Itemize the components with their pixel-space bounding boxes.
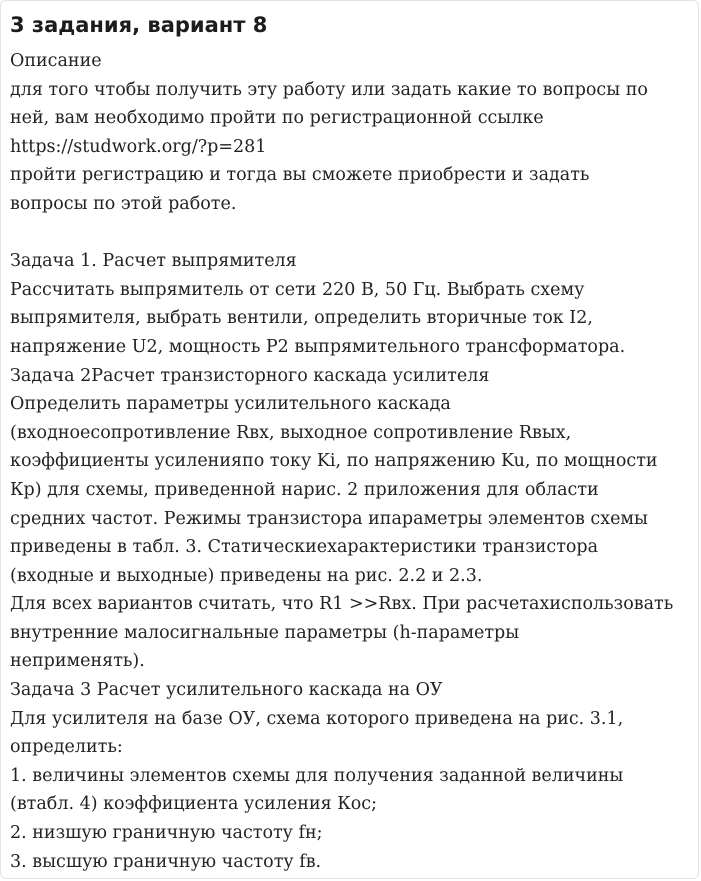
list-item-1: 1. величины элементов схемы для получения заданной величины [10, 765, 624, 786]
text-line: ней, вам необходимо пройти по регистрационной ссылке [10, 108, 544, 129]
text-line: коэффициенты усиленияпо току Ki, по напряжению Ku, по мощности [10, 451, 658, 472]
page-title: 3 задания, вариант 8 [10, 13, 268, 37]
registration-link[interactable]: https://studwork.org/?p=281 [10, 136, 267, 157]
list-item-3: 3. высшую граничную частоту fв. [10, 851, 322, 872]
text-line: для того чтобы получить эту работу или задать какие то вопросы по [10, 79, 648, 100]
text-line: Для усилителя на базе ОУ, схема которого приведена на рис. 3.1, [10, 708, 624, 729]
task-1-heading: Задача 1. Расчет выпрямителя [10, 251, 297, 272]
text-line: (входноесопротивление Rвх, выходное сопротивление Rвых, [10, 422, 572, 443]
text-line: средних частот. Режимы транзистора ипараметры элементов схемы [10, 508, 648, 529]
text-line: Определить параметры усилительного каскада [10, 394, 451, 415]
text-line: внутренние малосигнальные параметры (h-параметры [10, 622, 520, 643]
text-line: вопросы по этой работе. [10, 193, 237, 214]
blank-line [10, 219, 692, 248]
text-line: напряжение U2, мощность Р2 выпрямительного трансформатора. [10, 336, 626, 357]
list-item-2: 2. низшую граничную частоту fн; [10, 823, 323, 844]
text-line: Рассчитать выпрямитель от сети 220 В, 50 Гц. Выбрать схему [10, 279, 585, 300]
text-line: неприменять). [10, 651, 145, 672]
text-line: определить: [10, 737, 123, 758]
section-heading-description: Описание [10, 51, 102, 71]
task-3-heading: Задача 3 Расчет усилительного каскада на ОУ [10, 680, 443, 701]
text-line: приведены в табл. 3. Статическиехарактеристики транзистора [10, 537, 599, 558]
text-line: (входные и выходные) приведены на рис. 2.2 и 2.3. [10, 565, 483, 586]
text-line: (втабл. 4) коэффициента усиления Кос; [10, 794, 377, 815]
task-2-heading: Задача 2Расчет транзисторного каскада усилителя [10, 365, 490, 386]
text-line: выпрямителя, выбрать вентили, определить вторичные ток I2, [10, 308, 593, 329]
text-line: Для всех вариантов считать, что R1 >>Rвх. При расчетахиспользовать [10, 594, 674, 615]
text-line: Кр) для схемы, приведенной нарис. 2 приложения для области [10, 479, 599, 500]
text-line: пройти регистрацию и тогда вы сможете приобрести и задать [10, 165, 590, 186]
description-body [10, 47, 692, 876]
